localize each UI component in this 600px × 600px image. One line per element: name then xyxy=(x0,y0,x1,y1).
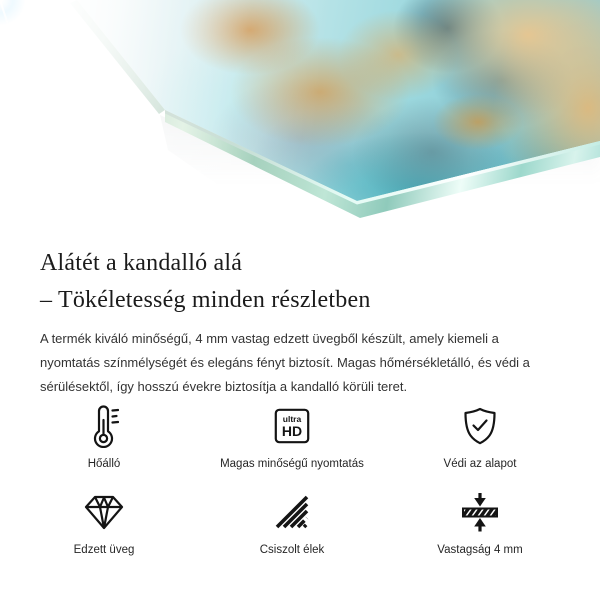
feature-label: Magas minőségű nyomtatás xyxy=(220,458,364,470)
section-title xyxy=(40,245,560,319)
feature-label: Hőálló xyxy=(87,458,121,470)
feature-polished-edges xyxy=(198,490,386,557)
feature-thickness xyxy=(386,490,574,557)
feature-print-quality xyxy=(198,404,386,471)
thickness-icon xyxy=(458,490,502,534)
svg-text:HD: HD xyxy=(281,423,303,439)
polished-edges-icon xyxy=(275,490,309,534)
features-grid xyxy=(10,404,574,557)
feature-label: Védi az alapot xyxy=(443,458,517,470)
feature-protects-base xyxy=(386,404,574,471)
diamond-icon xyxy=(82,490,126,534)
feature-heat-resistant xyxy=(10,404,198,471)
section-description: A termék kiváló minőségű, 4 mm vastag edzett üvegből készült, amely kiemeli a nyomtatás színmélységét és elegáns fényt biztosít. Magas hőmérsékletálló, és védi a sérülésektől, így hosszú évekre biztosítja a kandalló körüli teret. xyxy=(40,331,530,394)
feature-label: Csiszolt élek xyxy=(259,544,325,556)
white-fade-overlay xyxy=(0,0,600,232)
title-line2: – Tökéletesség minden részletben xyxy=(40,287,371,314)
svg-text:ultra: ultra xyxy=(282,414,302,424)
feature-tempered-glass xyxy=(10,490,198,557)
product-photo xyxy=(0,0,600,232)
title-line1: Alátét a kandalló alá xyxy=(40,250,243,277)
ultra-hd-icon xyxy=(274,404,310,448)
thermometer-icon xyxy=(89,404,119,448)
shield-check-icon xyxy=(461,404,499,448)
feature-label: Vastagság 4 mm xyxy=(437,544,523,556)
feature-label: Edzett üveg xyxy=(73,544,135,556)
